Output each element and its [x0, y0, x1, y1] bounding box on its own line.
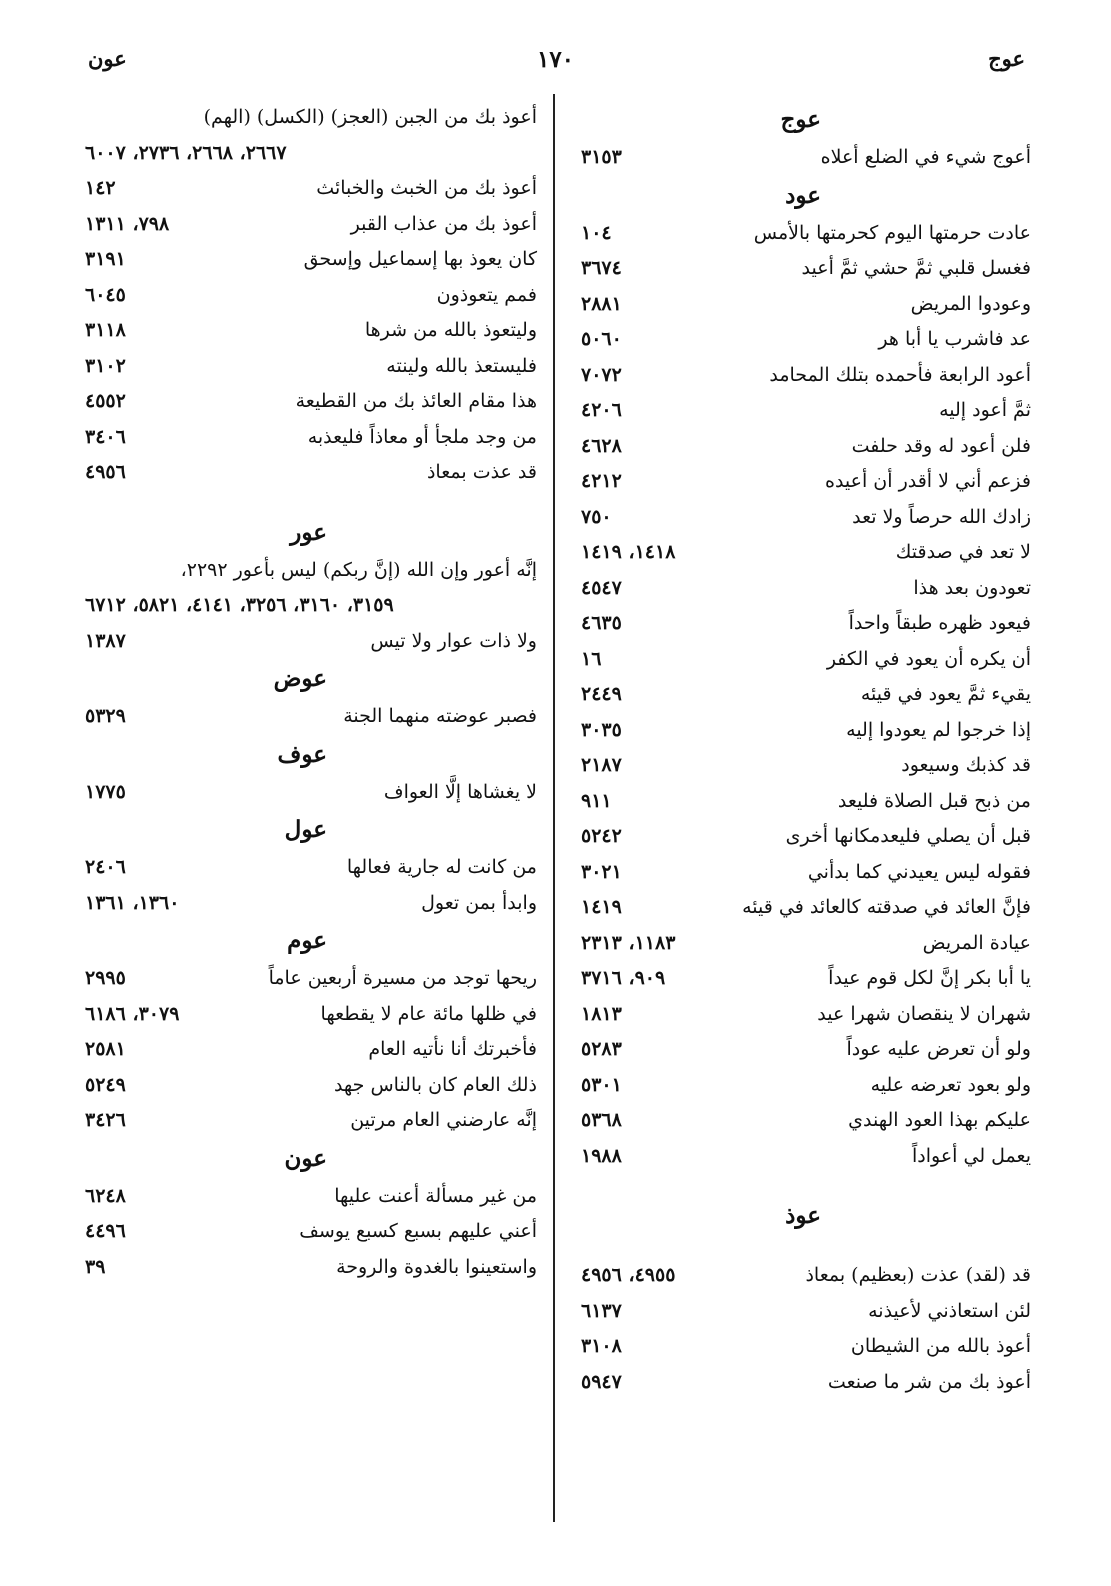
entry-numbers: ٩٠٩، ٣٧١٦ [581, 967, 666, 989]
entry-numbers: ٢٨٨١ [581, 292, 622, 315]
root-heading [581, 1196, 1031, 1236]
index-entry [581, 1258, 1031, 1294]
index-entry [581, 358, 1031, 394]
index-entry [85, 136, 537, 172]
index-entry [581, 890, 1031, 926]
entry-numbers: ١٩٨٨ [581, 1144, 622, 1167]
root-heading [85, 659, 537, 699]
entry-numbers: ٤٢١٢ [581, 470, 622, 492]
entry-text: ولا ذات عوار ولا تيس [370, 629, 537, 652]
entry-text: يعمل لي أعواداً [912, 1144, 1031, 1167]
entry-numbers: ٢٦٦٧، ٢٦٦٨، ٢٧٣٦، ٦٠٠٧ [85, 141, 287, 164]
entry-text: فليستعذ بالله ولينته [386, 354, 537, 377]
spacer [85, 491, 537, 513]
index-entry [581, 677, 1031, 713]
index-entry [85, 624, 537, 660]
running-head-left: عون [88, 46, 127, 71]
index-entry [85, 1103, 537, 1139]
entry-text: من وجد ملجأ أو معاذاً فليعذبه [307, 425, 537, 448]
entry-text: من ذبح قبل الصلاة فليعد [837, 789, 1031, 812]
entry-numbers: ٥٢٨٣ [581, 1038, 622, 1060]
entry-text: واستعينوا بالغدوة والروحة [336, 1255, 537, 1278]
entry-numbers: ٥٣٢٩ [85, 705, 126, 727]
index-entry [85, 588, 537, 624]
spacer [581, 1174, 1031, 1196]
entry-numbers: ٣١٠٨ [581, 1335, 622, 1357]
entry-numbers: ٢٥٨١ [85, 1038, 126, 1060]
index-entry [85, 1032, 537, 1068]
entry-text: أعني عليهم بسبع كسبع يوسف [299, 1220, 537, 1242]
index-entry [85, 1179, 537, 1215]
entry-text: قد كذبك وسيعود [901, 754, 1031, 776]
root-heading [85, 513, 537, 553]
index-entry [85, 886, 537, 922]
index-entry [581, 251, 1031, 287]
entry-numbers: ٥٠٦٠ [581, 328, 622, 350]
index-entry [85, 384, 537, 420]
entry-numbers: ٣٦٧٤ [581, 257, 622, 279]
root-heading [581, 176, 1031, 216]
index-entry [581, 713, 1031, 749]
index-entry [85, 242, 537, 278]
entry-numbers: ٤٥٥٢ [85, 390, 126, 412]
root-heading-text: عور [290, 518, 327, 546]
index-entry [85, 278, 537, 314]
entry-numbers: ٣٩ [85, 1255, 106, 1278]
index-entry [581, 784, 1031, 820]
entry-numbers: ١٨١٣ [581, 1002, 622, 1025]
entry-numbers: ٣٠٧٩، ٦١٨٦ [85, 1002, 180, 1025]
index-entry [85, 349, 537, 385]
entry-numbers: ١١٨٣، ٢٣١٣ [581, 931, 676, 954]
entry-text: زادك الله حرصاً ولا تعد [852, 505, 1031, 528]
root-heading [85, 1139, 537, 1179]
root-heading-text: عود [785, 181, 821, 209]
entry-text: هذا مقام العائذ بك من القطيعة [295, 390, 537, 412]
index-entry [581, 1032, 1031, 1068]
index-entry [581, 1365, 1031, 1401]
entry-text: وليتعوذ بالله من شرها [364, 319, 537, 341]
index-entry [85, 553, 537, 589]
entry-text: ريحها توجد من مسيرة أربعين عاماً [268, 967, 537, 989]
entry-numbers: ١٦ [581, 647, 602, 670]
entry-text: فغسل قلبي ثمَّ حشي ثمَّ أعيد [801, 257, 1031, 279]
index-entry [85, 171, 537, 207]
entry-numbers: ٦٢٤٨ [85, 1184, 126, 1207]
entry-numbers: ٢٩٩٥ [85, 967, 126, 989]
entry-numbers: ١٤٢ [85, 177, 116, 199]
index-entry [581, 748, 1031, 784]
entry-numbers: ٢٤٠٦ [85, 856, 126, 878]
entry-text: أعوذ بك من الجبن (العجز) (الكسل) (الهم) [203, 106, 537, 128]
index-entry [581, 961, 1031, 997]
index-entry [581, 393, 1031, 429]
entry-numbers: ٣٠٢١ [581, 860, 622, 883]
entry-numbers: ٦١٣٧ [581, 1299, 622, 1322]
entry-text: قد عذت بمعاذ [426, 461, 537, 483]
entry-numbers: ٣١٥٩، ٣١٦٠، ٣٢٥٦، ٤١٤١، ٥٨٢١، ٦٧١٢ [85, 594, 394, 616]
entry-numbers: ٥٩٤٧ [581, 1370, 622, 1393]
entry-text: تعودون بعد هذا [913, 576, 1031, 599]
root-heading-text: عول [284, 816, 327, 843]
entry-numbers: ٣١٥٣ [581, 146, 622, 168]
index-entry [85, 1250, 537, 1286]
index-entry [85, 1214, 537, 1250]
index-entry [581, 429, 1031, 465]
index-entry [581, 606, 1031, 642]
entry-numbers: ٥٢٤٩ [85, 1073, 126, 1096]
entry-text: عيادة المريض [922, 931, 1031, 954]
entry-text: لئن استعاذني لأعيذنه [868, 1299, 1031, 1322]
entry-text: إذا خرجوا لم يعودوا إليه [846, 718, 1031, 741]
index-entry [581, 855, 1031, 891]
entry-numbers: ٣١٩١ [85, 248, 126, 270]
entry-text: ولو أن تعرض عليه عوداً [846, 1038, 1031, 1060]
root-heading [85, 921, 537, 961]
entry-numbers: ١٤١٨، ١٤١٩ [581, 541, 676, 563]
index-entry [85, 961, 537, 997]
index-entry [581, 997, 1031, 1033]
entry-numbers: ٧٠٧٢ [581, 363, 622, 386]
entry-text: فقوله ليس يعيدني كما بدأني [807, 860, 1031, 883]
index-entry [581, 642, 1031, 678]
index-entry [85, 100, 537, 136]
index-entry [85, 699, 537, 735]
index-entry [85, 207, 537, 243]
entry-text: لا تعد في صدقتك [895, 541, 1031, 563]
index-entry [85, 850, 537, 886]
column-divider [553, 94, 555, 1522]
entry-text: عادت حرمتها اليوم كحرمتها بالأمس [753, 221, 1031, 244]
root-heading-text: عوض [273, 665, 327, 692]
entry-text: يقيء ثمَّ يعود في قيئه [860, 683, 1031, 705]
entry-text: فأخبرتك أنا نأتيه العام [368, 1038, 537, 1060]
entry-text: يا أبا بكر إنَّ لكل قوم عيداً [828, 967, 1031, 989]
entry-text: فيعود ظهره طبقاً واحداً [848, 612, 1031, 634]
entry-numbers: ٥٣٠١ [581, 1073, 622, 1096]
entry-numbers: ٤٦٢٨ [581, 434, 622, 457]
entry-text: عد فاشرب يا أبا هر [878, 328, 1031, 350]
entry-text: قد (لقد) عذت (بعظيم) بمعاذ [805, 1264, 1031, 1286]
running-head-right: عوج [988, 46, 1025, 71]
index-entry [581, 819, 1031, 855]
entry-text: فلن أعود له وقد حلفت [851, 434, 1031, 457]
entry-numbers: ١٣٨٧ [85, 629, 126, 652]
entry-text: ذلك العام كان بالناس جهد [333, 1073, 537, 1096]
entry-numbers: ٧٥٠ [581, 505, 612, 528]
index-entry [581, 1068, 1031, 1104]
spacer [581, 1236, 1031, 1258]
entry-numbers: ١٠٤ [581, 221, 612, 244]
entry-text: أعوذ بك من شر ما صنعت [827, 1370, 1031, 1393]
entry-text: أعوذ بك من الخبث والخبائث [316, 177, 537, 199]
root-heading-text: عوج [780, 106, 821, 133]
index-entry [581, 287, 1031, 323]
entry-text: فإنَّ العائد في صدقته كالعائد في قيئه [742, 896, 1031, 918]
entry-numbers: ٣١٠٢ [85, 354, 126, 377]
index-entry [581, 926, 1031, 962]
entry-numbers: ٣٠٣٥ [581, 718, 622, 741]
entry-text: أن يكره أن يعود في الكفر [826, 647, 1031, 670]
index-entry [85, 313, 537, 349]
page-number: ١٧٠ [536, 46, 575, 73]
root-heading [85, 810, 537, 850]
root-heading-text: عون [284, 1144, 327, 1172]
root-heading-text: عوم [287, 927, 327, 954]
entry-text: أعوج شيء في الضلع أعلاه [820, 146, 1031, 168]
entry-text: وعودوا المريض [910, 292, 1031, 315]
entry-numbers: ٥٢٤٢ [581, 825, 622, 847]
entry-numbers: ٦٠٤٥ [85, 283, 126, 306]
index-entry [85, 455, 537, 491]
entry-numbers: ٢٤٤٩ [581, 683, 622, 705]
entry-text: قبل أن يصلي فليعدمكانها أخرى [785, 825, 1031, 847]
entry-numbers: ١٤١٩ [581, 896, 622, 918]
entry-text: عليكم بهذا العود الهندي [848, 1109, 1031, 1131]
index-entry [581, 1103, 1031, 1139]
entry-text: أعوذ بك من عذاب القبر [350, 212, 537, 235]
entry-numbers: ٤٤٩٦ [85, 1220, 126, 1242]
index-entry [581, 1139, 1031, 1175]
entry-text: في ظلها مائة عام لا يقطعها [320, 1002, 537, 1025]
root-heading-text: عوف [277, 740, 327, 768]
index-entry [581, 571, 1031, 607]
entry-numbers: ١٣٦٠، ١٣٦١ [85, 891, 180, 914]
root-heading [85, 735, 537, 775]
index-entry [85, 1068, 537, 1104]
entry-text: من غير مسألة أعنت عليها [334, 1184, 537, 1207]
left-column [85, 100, 537, 1285]
index-entry [581, 140, 1031, 176]
entry-text: إنَّه عارضني العام مرتين [350, 1109, 537, 1131]
entry-numbers: ٣٤٠٦ [85, 425, 126, 448]
entry-numbers: ٤٥٤٧ [581, 576, 622, 599]
entry-numbers: ٤٩٥٦ [85, 461, 126, 483]
index-entry [85, 997, 537, 1033]
entry-numbers: ٢١٨٧ [581, 754, 622, 776]
index-entry [581, 464, 1031, 500]
entry-text: أعوذ بالله من الشيطان [850, 1335, 1031, 1357]
index-entry [581, 1294, 1031, 1330]
entry-text: فزعم أني لا أقدر أن أعيده [824, 470, 1031, 492]
entry-text: ولو بعود تعرضه عليه [870, 1073, 1031, 1096]
entry-numbers: ٧٩٨، ١٣١١ [85, 212, 170, 235]
entry-numbers: ٩١١ [581, 789, 612, 812]
entry-text: أعود الرابعة فأحمده بتلك المحامد [769, 363, 1031, 386]
entry-text: كان يعوذ بها إسماعيل وإسحق [303, 248, 537, 270]
index-entry [581, 500, 1031, 536]
entry-numbers: ٤٢٠٦ [581, 399, 622, 421]
entry-text: من كانت له جارية فعالها [346, 856, 537, 878]
entry-numbers: ٤٩٥٥، ٤٩٥٦ [581, 1264, 676, 1286]
entry-numbers: ٣١١٨ [85, 319, 126, 341]
entry-text: فمم يتعوذون [436, 283, 537, 306]
entry-text: لا يغشاها إلَّا العواف [383, 780, 537, 803]
index-entry [581, 1329, 1031, 1365]
root-heading-text: عوذ [785, 1202, 821, 1229]
index-entry [85, 775, 537, 811]
entry-numbers: ٣٤٢٦ [85, 1109, 126, 1131]
index-entry [581, 216, 1031, 252]
entry-text: ثمَّ أعود إليه [939, 399, 1031, 421]
entry-text: شهران لا ينقصان شهرا عيد [817, 1002, 1031, 1025]
entry-text: إنَّه أعور وإن الله (إنَّ ربكم) ليس بأعور ٢٢٩٢، [180, 558, 537, 581]
root-heading [581, 100, 1031, 140]
index-entry [581, 322, 1031, 358]
entry-text: فصبر عوضته منهما الجنة [343, 705, 537, 727]
entry-numbers: ٥٣٦٨ [581, 1109, 622, 1131]
entry-text: وابدأ بمن تعول [421, 891, 537, 914]
entry-numbers: ١٧٧٥ [85, 780, 126, 803]
right-column [581, 100, 1031, 1400]
index-entry [581, 535, 1031, 571]
entry-numbers: ٤٦٣٥ [581, 612, 622, 634]
index-entry [85, 420, 537, 456]
